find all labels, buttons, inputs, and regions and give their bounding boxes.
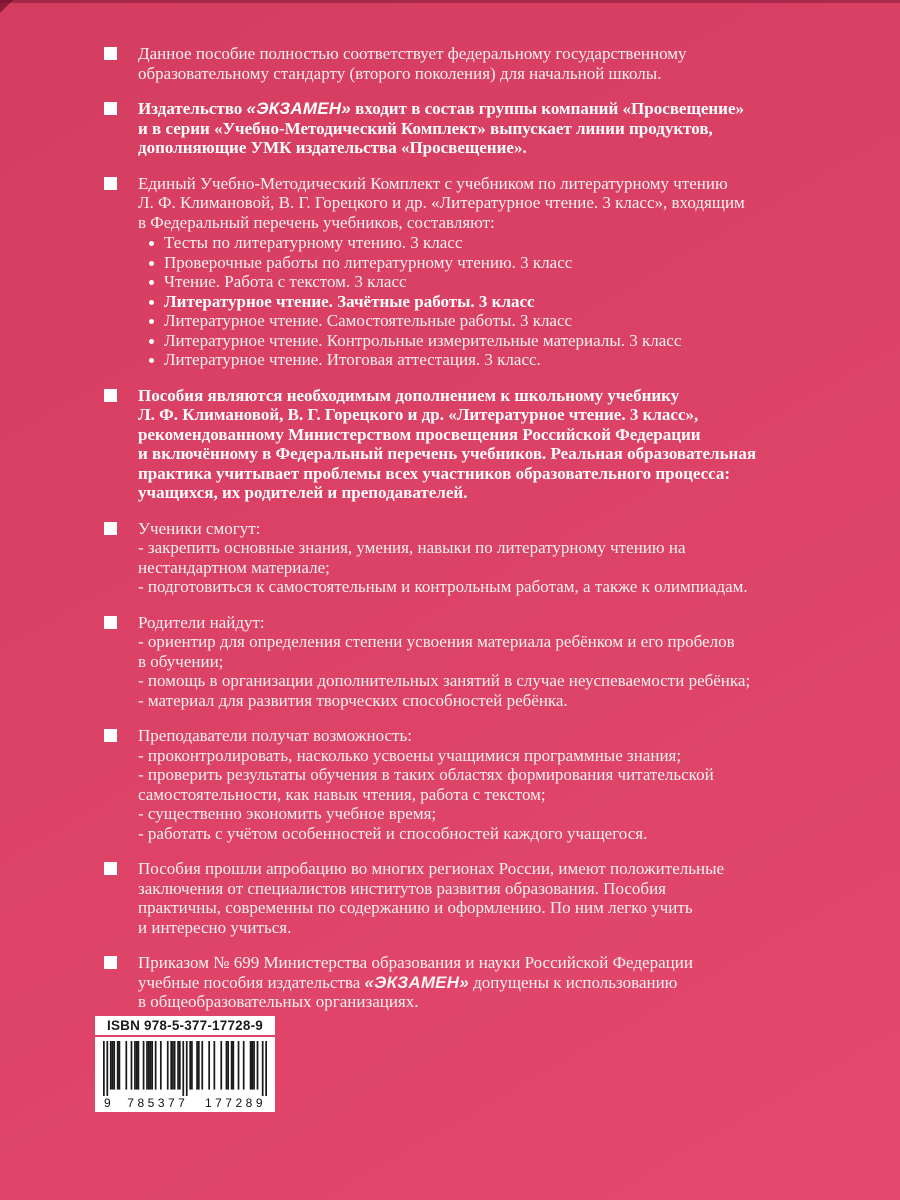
bullet-item-publisher (104, 99, 874, 158)
square-bullet-icon (104, 102, 117, 115)
square-bullet-icon (104, 729, 117, 742)
dot-bullet-icon (149, 358, 154, 363)
barcode-digits (103, 1097, 267, 1110)
square-bullet-icon (104, 616, 117, 629)
text-line: в общеобразовательных организациях. (138, 992, 419, 1011)
text-line: самостоятельности, как навык чтения, работа с текстом; (138, 784, 546, 804)
list-item-label: Проверочные работы по литературному чтению. 3 класс (164, 252, 573, 272)
text-part: Издательство (138, 99, 247, 118)
text-line: Единый Учебно-Методический Комплект с учебником по литературному чтению (138, 173, 728, 193)
bullet-item-teachers (104, 726, 874, 843)
text-line: и в серии «Учебно-Методический Комплект» выпускает линии продуктов, (138, 118, 713, 138)
dot-bullet-icon (149, 241, 154, 246)
text-line: рекомендованному Министерством просвещения Российской Федерации (138, 424, 701, 444)
text-line: Л. Ф. Климановой, В. Г. Горецкого и др. «Литературное чтение. 3 класс», (138, 405, 699, 424)
publisher-brand-name: «ЭКЗАМЕН» (364, 972, 469, 992)
text-line: - ориентир для определения степени усвоения материала ребёнком и его пробелов (138, 632, 735, 651)
publisher-brand-name: «ЭКЗАМЕН» (246, 99, 351, 118)
text-line: - материал для развития творческих способностей ребёнка. (138, 690, 568, 710)
list-item (138, 331, 745, 351)
text-part: учебные пособия издательства (138, 972, 365, 992)
book-list (138, 233, 745, 370)
square-bullet-icon (104, 862, 117, 875)
back-cover-text (104, 44, 874, 1012)
bullet-item-supplement (104, 386, 874, 503)
bullet-text (138, 386, 756, 503)
dot-bullet-icon (149, 261, 154, 266)
list-item (138, 272, 745, 292)
list-item (138, 253, 745, 273)
square-bullet-icon (104, 47, 117, 60)
bullet-text (138, 953, 693, 1012)
square-bullet-icon (104, 177, 117, 190)
bullet-text (138, 99, 744, 158)
square-bullet-icon (104, 389, 117, 402)
list-item-current-book (138, 292, 745, 312)
barcode-digit-group: 785377 (127, 1096, 189, 1110)
bullet-item-umk-list (104, 174, 874, 370)
text-line: Ученики смогут: (138, 518, 261, 538)
text-line: - существенно экономить учебное время; (138, 804, 437, 823)
list-item-label: Тесты по литературному чтению. 3 класс (164, 233, 463, 252)
bullet-item-fgos (104, 44, 874, 83)
text-line: - работать с учётом особенностей и способностей каждого учащегося. (138, 823, 648, 843)
text-line: Приказом № 699 Министерства образования и науки Российской Федерации (138, 953, 693, 972)
text-line: практика учитывает проблемы всех участников образовательного процесса: (138, 463, 731, 483)
text-line: Родители найдут: (138, 612, 265, 632)
text-line: заключения от специалистов институтов развития образования. Пособия (138, 878, 666, 898)
text-line: в обучении; (138, 651, 224, 671)
text-line: Л. Ф. Климановой, В. Г. Горецкого и др. «Литературное чтение. 3 класс», входящим (138, 193, 745, 212)
list-item (138, 311, 745, 331)
text-line: - помощь в организации дополнительных занятий в случае неуспеваемости ребёнка; (138, 671, 751, 690)
scan-top-edge (0, 0, 900, 3)
bullet-text (138, 859, 724, 937)
bullet-text (138, 726, 714, 843)
square-bullet-icon (104, 522, 117, 535)
list-item-label: Чтение. Работа с текстом. 3 класс (164, 272, 407, 291)
barcode-digit-group: 9 (104, 1096, 111, 1110)
dot-bullet-icon (149, 339, 154, 344)
text-line: - проконтролировать, насколько усвоены учащимися программные знания; (138, 745, 682, 765)
text-line: Данное пособие полностью соответствует федеральному государственному (138, 44, 687, 63)
list-item (138, 233, 745, 253)
text-line: и включённому в Федеральный перечень учебников. Реальная образовательная (138, 444, 757, 463)
dot-bullet-icon (149, 319, 154, 324)
text-line (138, 973, 693, 993)
list-item-label: Литературное чтение. Итоговая аттестация. 3 класс. (164, 350, 541, 369)
text-line: практичны, современны по содержанию и оформлению. По ним легко учить (138, 898, 693, 917)
bullet-item-parents (104, 613, 874, 711)
text-line: Пособия являются необходимым дополнением к школьному учебнику (138, 385, 680, 405)
text-part: входит в состав группы компаний «Просвещение» (350, 99, 745, 118)
text-line: Преподаватели получат возможность: (138, 726, 412, 745)
list-item-label: Литературное чтение. Контрольные измерительные материалы. 3 класс (164, 330, 682, 350)
ean13-barcode (95, 1037, 275, 1112)
bullet-item-approbation (104, 859, 874, 937)
text-line: и интересно учиться. (138, 917, 292, 937)
text-line (138, 99, 744, 119)
bullet-item-students (104, 519, 874, 597)
text-line: образовательному стандарту (второго поколения) для начальной школы. (138, 63, 662, 83)
barcode-bars-icon (103, 1041, 267, 1096)
list-item-label: Литературное чтение. Самостоятельные работы. 3 класс (164, 311, 573, 330)
bullet-text (138, 174, 745, 370)
square-bullet-icon (104, 956, 117, 969)
text-part: допущены к использованию (468, 972, 678, 992)
list-item (138, 350, 745, 370)
barcode-digit-group: 177289 (204, 1096, 266, 1110)
text-line: - подготовиться к самостоятельным и контрольным работам, а также к олимпиадам. (138, 577, 748, 596)
text-line: - закрепить основные знания, умения, навыки по литературному чтению на (138, 538, 686, 557)
bullet-item-ministry-order (104, 953, 874, 1012)
isbn-label: ISBN 978-5-377-17728-9 (95, 1016, 275, 1035)
text-line: нестандартном материале; (138, 557, 330, 577)
bullet-text (138, 44, 687, 83)
text-line: учащихся, их родителей и преподавателей. (138, 483, 468, 502)
isbn-barcode-block (95, 1016, 275, 1112)
text-line: Пособия прошли апробацию во многих регионах России, имеют положительные (138, 859, 725, 878)
dot-bullet-icon (149, 300, 154, 305)
list-item-label: Литературное чтение. Зачётные работы. 3 класс (164, 291, 535, 311)
bullet-text (138, 519, 748, 597)
bullet-text (138, 613, 750, 711)
dot-bullet-icon (149, 280, 154, 285)
text-line: дополняющие УМК издательства «Просвещение». (138, 138, 527, 157)
text-line: в Федеральный перечень учебников, составляют: (138, 212, 495, 232)
text-line: - проверить результаты обучения в таких областях формирования читательской (138, 765, 714, 784)
